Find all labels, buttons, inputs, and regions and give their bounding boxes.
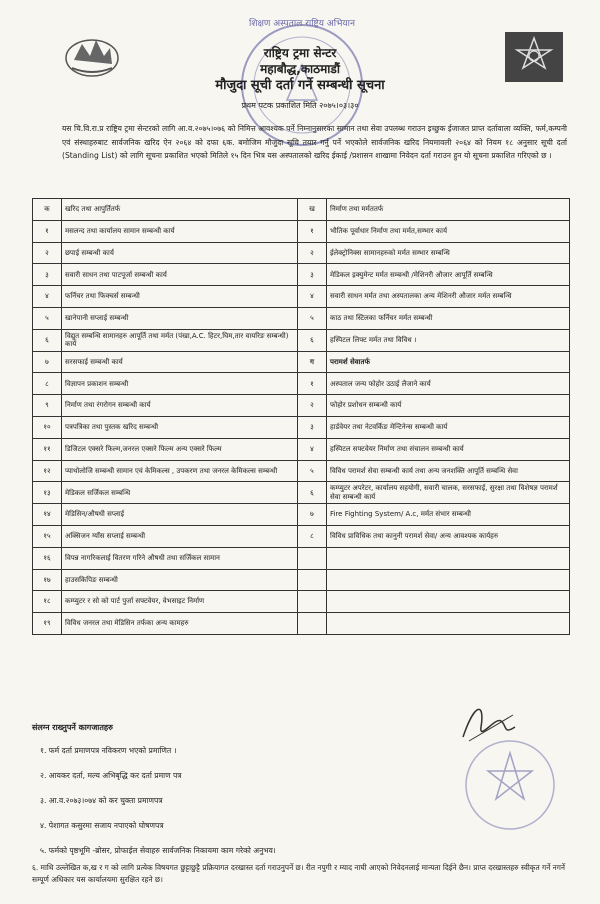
- right-item-number: ग: [298, 351, 327, 373]
- table-row: [33, 242, 570, 264]
- left-item-number: १२: [33, 460, 62, 482]
- bottom-stamp-icon: [450, 735, 570, 835]
- right-item-number: ३: [298, 264, 327, 286]
- left-item-text: विविध जनरल तथा मेडिसिन तर्फका अन्य कामहरु: [62, 613, 298, 635]
- left-item-text: प्याथोलोजि सम्बन्धी सामान एवं केमिकल्स , उपकरण तथा जनरल केमिकल्स सम्बन्धी: [62, 460, 298, 482]
- left-item-text: खानेपानी सप्लाई सम्बन्धी: [62, 307, 298, 329]
- table-row: [33, 329, 570, 351]
- right-item-text: [327, 569, 570, 591]
- right-item-number: ८: [298, 525, 327, 547]
- table-row: [33, 547, 570, 569]
- left-item-number: ३: [33, 264, 62, 286]
- left-item-number: १४: [33, 504, 62, 526]
- right-item-number: [298, 547, 327, 569]
- left-item-number: ७: [33, 351, 62, 373]
- right-item-text: [327, 547, 570, 569]
- right-item-number: [298, 569, 327, 591]
- table-row: [33, 373, 570, 395]
- left-item-text: अक्सिजन ग्याँस सप्लाई सम्बन्धी: [62, 525, 298, 547]
- document-item: ३. आ.व.२०७३।०७४ को कर चुक्ता प्रमाणपत्र: [40, 796, 163, 805]
- seal-top-text: शिक्षण अस्पताल राष्ट्रिय अभियान: [249, 19, 355, 29]
- left-item-number: १७: [33, 569, 62, 591]
- right-item-text: विविध परामर्श सेवा सम्बन्धी कार्य तथा अन्य जनशक्ति आपूर्ति सम्बन्धि सेवा: [327, 460, 570, 482]
- right-item-text: [327, 591, 570, 613]
- table-row: [33, 351, 570, 373]
- right-item-text: सवारी साधन मर्मत तथा अस्पतालका अन्य मेशिनरी औजार मर्मत सम्बन्धि: [327, 286, 570, 308]
- right-item-text: ईलेक्ट्रोनिक्स सामानहरुको मर्मत सम्भार सम्बन्धि: [327, 242, 570, 264]
- table-row: [33, 395, 570, 417]
- intro-paragraph: यस चि.वि.रा.प्र राष्ट्रिय ट्रमा सेन्टरको लागि आ.व.२०७५।०७६ को निमित्त आवश्यक पर्ने निम्नानुसारका सामान तथा सेवा उपलब्ध गराउन इच्छुक ईजाजत प्राप्त दर्तावाला व्यक्ति, फर्म,कम्पनी एवं संस्थाहरुबाट सार्वजनिक खरिद ऐन २०६४ को दफा ६क. बमोजिम मौजुदा सूचि तयार गर्नु पर्ने भएकोले सार्वजनिक खरिद नियमावली २०६४ को नियम १८ अनुसार सूची दर्ता (Standing List) को लागि सूचना प्रकाशित भएको मितिले १५ दिन भित्र यस अस्पतालको खरिद ईकाई /प्रशासन शाखामा निवेदन दर्ता गराउन हुन यो सूचना प्रकाशित गरिएको छ ।: [62, 124, 567, 160]
- left-item-text: हाउसकिपिङ सम्बन्धी: [62, 569, 298, 591]
- right-item-text: परामर्श सेवातर्फ: [327, 351, 570, 373]
- table-row: [33, 460, 570, 482]
- location: महाबौद्ध,काठमाडौं: [260, 62, 340, 76]
- left-item-number: १५: [33, 525, 62, 547]
- document-item: ४. पेशागत कसुरमा सजाय नपाएको घोषणपत्र: [40, 821, 164, 830]
- right-item-text: कम्प्युटर अपरेटर, कार्यालय सहयोगी, सवारी चालक, सरसफाई, सुरक्षा तथा विशेषज्ञ परामर्श सेवा सम्बन्धी कार्य: [327, 482, 570, 504]
- table-header-row: [33, 199, 570, 221]
- right-item-number: ४: [298, 438, 327, 460]
- right-item-number: २: [298, 395, 327, 417]
- left-item-text: मेडिकल सर्जिकल सम्बन्धि: [62, 482, 298, 504]
- table-row: [33, 220, 570, 242]
- left-item-number: १०: [33, 416, 62, 438]
- left-item-number: १९: [33, 613, 62, 635]
- right-item-text: हार्डवेयर तथा नेटवर्किङ मेन्टिनेन्स सम्बन्धी कार्य: [327, 416, 570, 438]
- header-left-title: खरिद तथा आपुर्तितर्फ: [62, 199, 298, 221]
- left-item-number: १: [33, 220, 62, 242]
- left-item-number: ८: [33, 373, 62, 395]
- right-item-number: १: [298, 373, 327, 395]
- documents-title: संलग्न राख्नुपर्ने कागजातहरु: [32, 723, 113, 732]
- right-item-text: मेडिकल इक्युमेन्ट मर्मत सम्बन्धी /मेशिनरी औजार आपूर्ति सम्बन्धि: [327, 264, 570, 286]
- right-item-number: [298, 591, 327, 613]
- right-item-text: विविध प्राविधिक तथा कानुनी परामर्श सेवा/ अन्य आवश्यक कार्यहरु: [327, 525, 570, 547]
- left-item-text: विज्ञापन प्रकाशन सम्बन्धी: [62, 373, 298, 395]
- notice-title: मौजुदा सूची दर्ता गर्ने सम्बन्धी सूचना: [215, 78, 385, 93]
- table-row: [33, 525, 570, 547]
- left-item-text: कम्प्युटर र सो को पार्ट पुर्जा सफ्टवेयर, वेभसाइट निर्माण: [62, 591, 298, 613]
- right-item-text: हस्पिटल लिफ्ट मर्मत तथा विविध ।: [327, 329, 570, 351]
- header-right-number: ख: [298, 199, 327, 221]
- table-row: [33, 591, 570, 613]
- table-row: [33, 504, 570, 526]
- document-item: ५. फर्मको पृष्ठभूमि -ब्रोसर, प्रोफाईल सेवाहरु सार्वजनिक निकायमा काम गरेको अनुभव।: [40, 846, 276, 855]
- left-item-text: छपाई सम्बन्धी कार्य: [62, 242, 298, 264]
- table-row: [33, 613, 570, 635]
- table-row: [33, 416, 570, 438]
- left-item-number: ६: [33, 329, 62, 351]
- right-item-number: ७: [298, 504, 327, 526]
- left-item-text: मसलन्द तथा कार्यालय सामान सम्बन्धी कार्य: [62, 220, 298, 242]
- left-item-text: निर्माण तथा रंगरोगन सम्बन्धी कार्य: [62, 395, 298, 417]
- left-item-number: ५: [33, 307, 62, 329]
- right-item-number: ६: [298, 329, 327, 351]
- left-item-number: १८: [33, 591, 62, 613]
- right-item-text: अस्पताल जन्य फोहोर उठाई लैजाने कार्य: [327, 373, 570, 395]
- right-item-number: ३: [298, 416, 327, 438]
- header-left-number: क: [33, 199, 62, 221]
- center-name: राष्ट्रिय ट्रमा सेन्टर: [263, 46, 337, 60]
- left-item-number: ४: [33, 286, 62, 308]
- left-item-text: पत्रपत्रिका तथा पुस्तक खरिद सम्बन्धी: [62, 416, 298, 438]
- left-item-text: फर्निचर तथा फिक्चर्स सम्बन्धी: [62, 286, 298, 308]
- left-item-text: डिजिटल एक्सरे फिल्म,जनरल एक्सरे फिल्म अन्य एक्सरे फिल्म: [62, 438, 298, 460]
- document-item: १. फर्म दर्ता प्रमाणपत्र नविकरण भएको प्रमाणित ।: [40, 746, 177, 755]
- right-item-number: ४: [298, 286, 327, 308]
- table-row: [33, 438, 570, 460]
- left-item-number: १३: [33, 482, 62, 504]
- right-item-number: ६: [298, 482, 327, 504]
- right-item-text: Fire Fighting System/ A.c, मर्मत संभार सम्बन्धी: [327, 504, 570, 526]
- table-row: [33, 286, 570, 308]
- right-item-text: हस्पिटल सफ्टवेयर निर्माण तथा संचालन सम्बन्धी कार्य: [327, 438, 570, 460]
- right-item-number: ५: [298, 307, 327, 329]
- table-row: [33, 569, 570, 591]
- left-item-number: २: [33, 242, 62, 264]
- left-item-text: विद्युत सम्बन्धि सामानहरु आपूर्ति तथा मर्मत (पंखा,A.C. हिटर,घिम,तार वायरिङ सम्बन्धी) कार्य: [62, 329, 298, 351]
- right-item-text: भौतिक पूर्वाधार निर्माण तथा मर्मत,सम्भार कार्य: [327, 220, 570, 242]
- publication-date: प्रथम पटक प्रकाशित मिति २०७५।०३।३०: [241, 101, 359, 110]
- right-item-text: फोहोर प्रशोधन सम्बन्धी कार्य: [327, 395, 570, 417]
- left-item-text: सरसफाई सम्बन्धी कार्य: [62, 351, 298, 373]
- document-item: २. आयकर दर्ता, मल्य अभिबृद्धि कर दर्ता प्रमाण पत्र: [40, 771, 182, 780]
- left-item-number: ११: [33, 438, 62, 460]
- left-item-text: मेडिसिन/औषधी सप्लाई: [62, 504, 298, 526]
- closing-note: ६. माथि उल्लेखित क,ख र ग को लागि प्रत्येक विषयगत छुट्टाछुट्टै प्रक्रियागत दरखास्त दर्ता गराउनुपर्ने छ। रीत नपुगी र म्याद नाघी आएको निवेदनलाई मान्यता दिईने छैन। प्राप्त दरखास्तहरु स्वीकृत गर्ने नगर्ने सम्पूर्ण अधिकार यस कार्यालयमा सुरक्षित रहने छ।: [32, 863, 566, 884]
- table-row: [33, 482, 570, 504]
- left-item-number: ९: [33, 395, 62, 417]
- right-item-number: २: [298, 242, 327, 264]
- header-right-title: निर्माण तथा मर्मततर्फ: [327, 199, 570, 221]
- right-item-text: काठ तथा स्टिलका फर्निचर मर्मत सम्बन्धी: [327, 307, 570, 329]
- right-item-number: ५: [298, 460, 327, 482]
- table-row: [33, 264, 570, 286]
- left-item-text: सवारी साधन तथा पाटपूर्जा सम्बन्धी कार्य: [62, 264, 298, 286]
- items-table: [32, 198, 570, 635]
- left-item-number: १६: [33, 547, 62, 569]
- right-item-number: १: [298, 220, 327, 242]
- table-row: [33, 307, 570, 329]
- left-item-text: विपन्न नागरिकलाई वितरण गरिने औषधी तथा सर्जिकल सामान: [62, 547, 298, 569]
- right-item-text: [327, 613, 570, 635]
- right-item-number: [298, 613, 327, 635]
